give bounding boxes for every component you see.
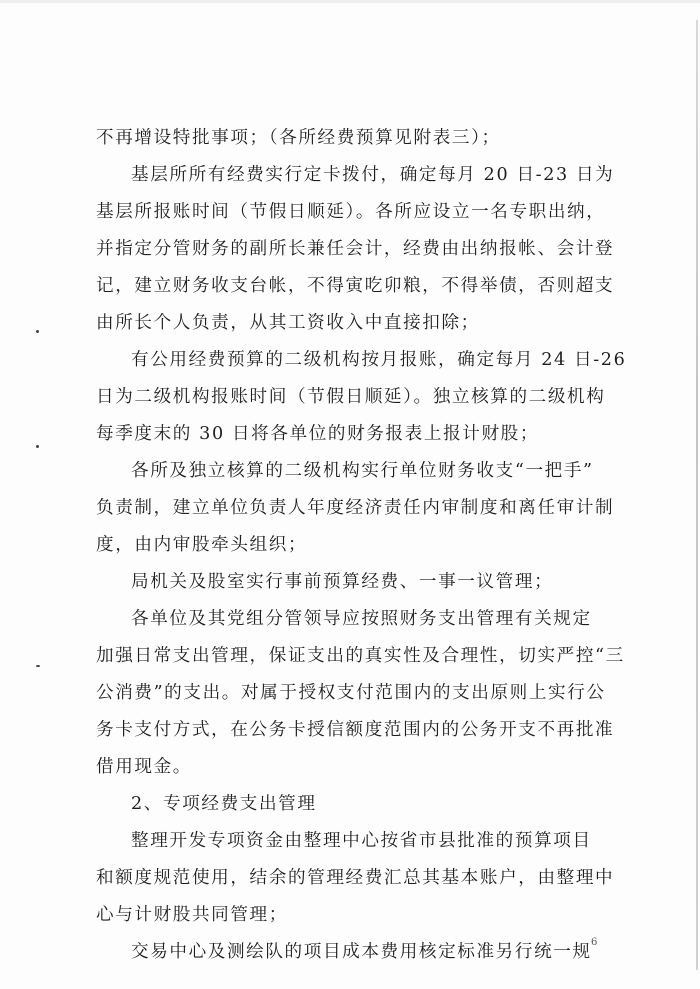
scan-top-edge (0, 0, 700, 3)
paragraph-start-line: 各所及独立核算的二级机构实行单位财务收支“一把手” (131, 461, 594, 481)
text-line: 负责制，建立单位负责人年度经济责任内审制度和离任审计制 (96, 498, 615, 518)
text-line: 并指定分管财务的副所长兼任会计，经费由出纳报帐、会计登 (96, 239, 615, 259)
paragraph-start-line: 交易中心及测绘队的项目成本费用核定标准另行统一规 (131, 942, 592, 962)
paragraph-start-line: 各单位及其党组分管领导应按照财务支出管理有关规定 (131, 609, 592, 629)
document-body (96, 120, 627, 971)
scan-speck (36, 330, 39, 333)
scan-right-edge (696, 20, 698, 970)
page-number: 6 (591, 937, 598, 948)
section-heading: 2、专项经费支出管理 (131, 794, 317, 814)
paragraph-start-line: 基层所所有经费实行定卡拨付，确定每月 20 日-23 日为 (131, 165, 615, 185)
text-line: 记，建立财务收支台帐，不得寅吃卯粮，不得举债，否则超支 (96, 276, 615, 296)
text-line: 公消费”的支出。对属于授权支付范围内的支出原则上实行公 (96, 683, 606, 703)
text-line: 度，由内审股牵头组织； (96, 535, 308, 555)
text-line: 和额度规范使用，结余的管理经费汇总其基本账户，由整理中 (96, 868, 615, 888)
text-line: 日为二级机构报账时间（节假日顺延）。独立核算的二级机构 (96, 387, 606, 407)
paragraph-start-line: 有公用经费预算的二级机构按月报账，确定每月 24 日-26 (131, 350, 627, 370)
text-line: 由所长个人负责，从其工资收入中直接扣除； (96, 313, 480, 333)
scan-speck (36, 445, 39, 448)
text-line: 每季度末的 30 日将各单位的财务报表上报计财股； (96, 424, 540, 444)
text-line: 加强日常支出管理，保证支出的真实性及合理性，切实严控“三 (96, 646, 625, 666)
text-line: 心与计财股共同管理； (96, 905, 288, 925)
text-line: 基层所报账时间（节假日顺延）。各所应设立一名专职出纳， (96, 202, 606, 222)
text-line: 不再增设特批事项；（各所经费预算见附表三）； (96, 128, 501, 148)
text-line: 借用现金。 (96, 757, 192, 777)
scan-speck (36, 665, 40, 667)
paragraph-start-line: 局机关及股室实行事前预算经费、一事一议管理； (131, 572, 554, 592)
paragraph-start-line: 整理开发专项资金由整理中心按省市县批准的预算项目 (131, 831, 592, 851)
text-line: 务卡支付方式，在公务卡授信额度范围内的公务开支不再批准 (96, 720, 615, 740)
